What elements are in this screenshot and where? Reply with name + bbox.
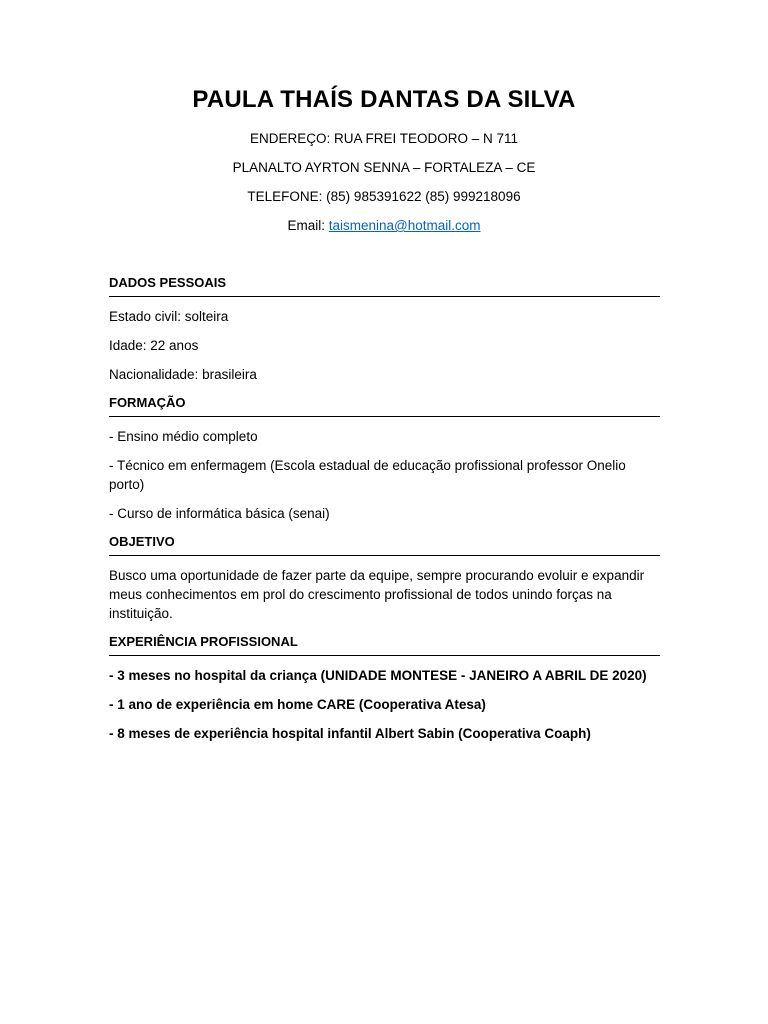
objective-text: Busco uma oportunidade de fazer parte da equipe, sempre procurando evoluir e expandir meus conhecimentos em prol do crescimento profissional de todos unindo forças na instituição. xyxy=(109,568,645,621)
section-title-objective: OBJETIVO xyxy=(109,533,660,556)
experience-item: - 3 meses no hospital da criança (UNIDADE MONTESE - JANEIRO A ABRIL DE 2020) xyxy=(109,668,647,683)
personal-item: Idade: 22 anos xyxy=(109,338,199,353)
resume-body xyxy=(109,274,660,743)
email-link[interactable]: taismenina@hotmail.com xyxy=(328,218,481,233)
section-title-experience: EXPERIÊNCIA PROFISSIONAL xyxy=(109,633,660,656)
candidate-name: PAULA THAÍS DANTAS DA SILVA xyxy=(192,86,576,113)
personal-item: Nacionalidade: brasileira xyxy=(109,367,257,382)
neighborhood-line: PLANALTO AYRTON SENNA – FORTALEZA – CE xyxy=(232,160,536,175)
personal-item: Estado civil: solteira xyxy=(109,309,229,324)
address-line: ENDEREÇO: RUA FREI TEODORO – N 711 xyxy=(249,131,519,146)
email-line xyxy=(0,218,768,233)
phone-line: TELEFONE: (85) 985391622 (85) 999218096 xyxy=(247,189,521,204)
education-item: - Técnico em enfermagem (Escola estadual de educação profissional professor Onelio porto) xyxy=(109,458,626,492)
education-item: - Ensino médio completo xyxy=(109,429,258,444)
experience-item: - 8 meses de experiência hospital infantil Albert Sabin (Cooperativa Coaph) xyxy=(109,726,591,741)
experience-item: - 1 ano de experiência em home CARE (Cooperativa Atesa) xyxy=(109,697,486,712)
email-label: Email: xyxy=(287,218,329,233)
education-item: - Curso de informática básica (senai) xyxy=(109,506,330,521)
section-title-education: FORMAÇÃO xyxy=(109,394,660,417)
section-title-personal: DADOS PESSOAIS xyxy=(109,274,660,297)
